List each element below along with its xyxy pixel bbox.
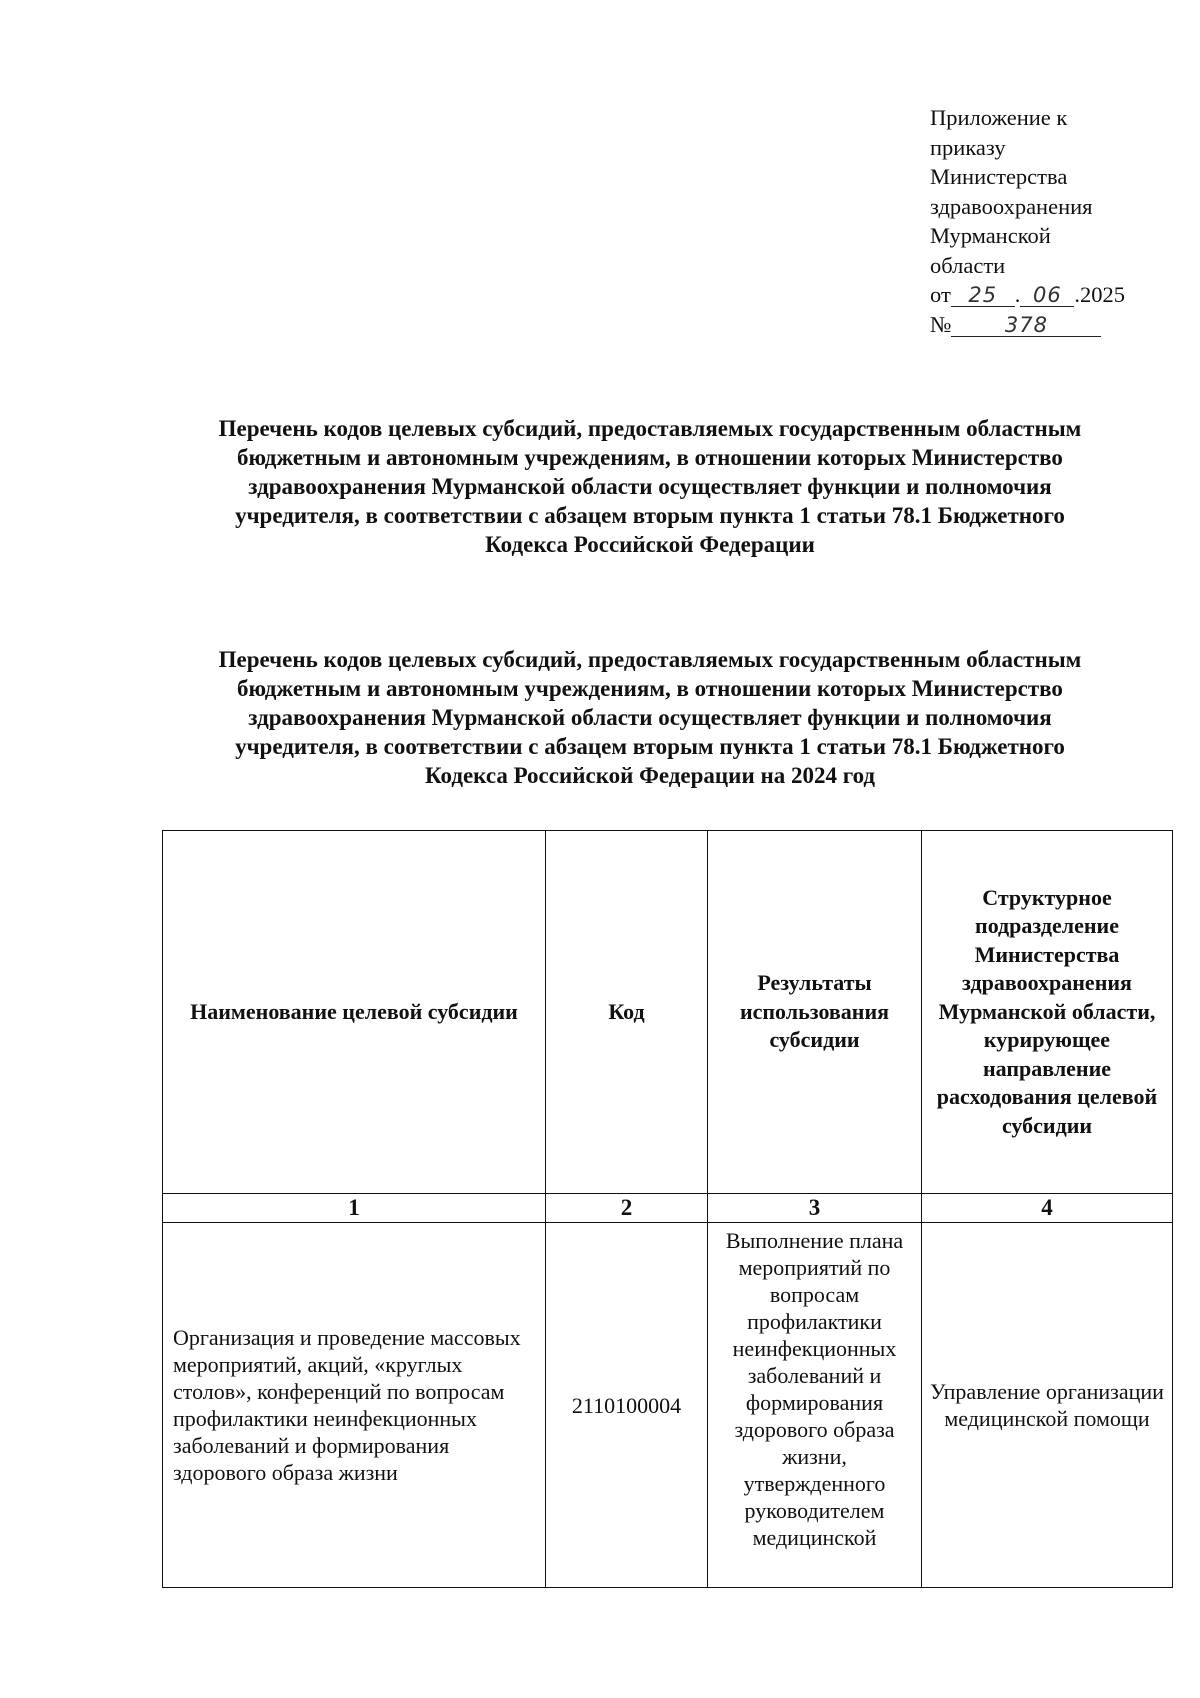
title-line: бюджетным и автономным учреждениям, в отношении которых Министерство [237, 445, 1063, 470]
title-line: бюджетным и автономным учреждениям, в отношении которых Министерство [237, 676, 1063, 701]
cell-results: Выполнение плана мероприятий по вопросам профилактики неинфекционных заболеваний и формирования здорового образа жизни, утвержденного руководителем медицинской [708, 1223, 922, 1588]
header-code: Код [546, 831, 708, 1194]
appendix-line: приказу [930, 134, 1006, 160]
title-line: учредителя, в соответствии с абзацем вторым пункта 1 статьи 78.1 Бюджетного [235, 734, 1065, 759]
document-title [150, 414, 1150, 559]
title-line: здравоохранения Мурманской области осуществляет функции и полномочия [248, 474, 1052, 499]
appendix-line: Мурманской [930, 223, 1051, 248]
appendix-line: здравоохранения [930, 193, 1093, 219]
column-number: 3 [708, 1194, 922, 1223]
cell-code: 2110100004 [546, 1223, 708, 1588]
cell-department: Управление организации медицинской помощи [922, 1223, 1173, 1588]
title-line: учредителя, в соответствии с абзацем вторым пункта 1 статьи 78.1 Бюджетного [235, 503, 1065, 528]
appendix-line: Министерства [930, 164, 1068, 189]
title-line: Кодекса Российской Федерации [485, 532, 815, 557]
cell-subsidy-name: Организация и проведение массовых мероприятий, акций, «круглых столов», конференций по вопросам профилактики неинфекционных заболеваний и формирования здорового образа жизни [163, 1223, 546, 1588]
date-month-handwritten: 06 [1020, 284, 1074, 307]
date-prefix: от [930, 282, 951, 307]
column-number: 4 [922, 1194, 1173, 1223]
title-line: здравоохранения Мурманской области осуществляет функции и полномочия [248, 705, 1052, 730]
header-subsidy-name: Наименование целевой субсидии [163, 831, 546, 1194]
column-number: 1 [163, 1194, 546, 1223]
column-number-row [163, 1194, 1173, 1223]
title-line: Перечень кодов целевых субсидий, предоставляемых государственным областным [218, 647, 1082, 672]
title-line: Перечень кодов целевых субсидий, предоставляемых государственным областным [218, 416, 1082, 441]
table-title [150, 645, 1150, 790]
appendix-line: области [930, 252, 1006, 278]
header-results: Результаты использования субсидии [708, 831, 922, 1194]
header-department: Структурное подразделение Министерства здравоохранения Мурманской области, курирующее направление расходования целевой субсидии [922, 831, 1173, 1194]
number-handwritten: 378 [951, 314, 1101, 337]
date-day-handwritten: 25 [951, 284, 1015, 307]
date-separator: . [1014, 282, 1021, 307]
title-line: Кодекса Российской Федерации на 2024 год [424, 763, 876, 788]
appendix-block [930, 103, 1170, 339]
table-row [163, 1223, 1173, 1588]
number-prefix: № [930, 311, 952, 337]
column-number: 2 [546, 1194, 708, 1223]
table-header-row [163, 831, 1173, 1194]
date-year: .2025 [1074, 282, 1126, 307]
order-number [930, 310, 1170, 340]
order-date [930, 280, 1170, 310]
subsidy-codes-table [162, 830, 1173, 1588]
appendix-line: Приложение к [930, 105, 1068, 130]
